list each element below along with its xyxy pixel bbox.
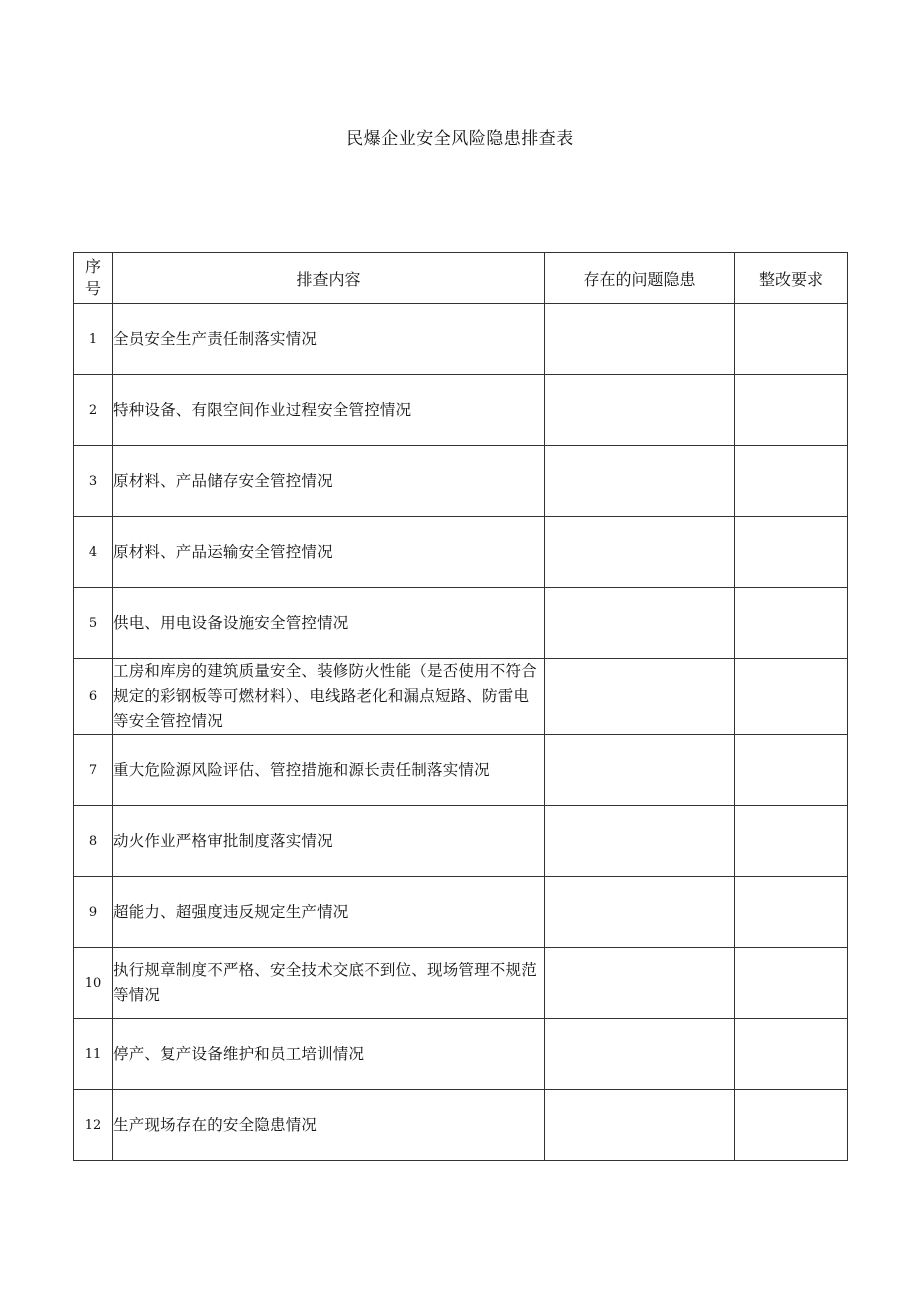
row-content: 超能力、超强度违反规定生产情况 (113, 877, 545, 948)
row-requirements-cell[interactable] (735, 1090, 848, 1161)
row-issues-cell[interactable] (545, 735, 735, 806)
row-requirements-cell[interactable] (735, 1019, 848, 1090)
row-requirements-cell[interactable] (735, 517, 848, 588)
row-issues-cell[interactable] (545, 588, 735, 659)
row-issues-cell[interactable] (545, 304, 735, 375)
row-seq: 4 (74, 517, 113, 588)
row-content: 生产现场存在的安全隐患情况 (113, 1090, 545, 1161)
document-title: 民爆企业安全风险隐患排查表 (346, 129, 574, 149)
row-issues-cell[interactable] (545, 806, 735, 877)
row-requirements-cell[interactable] (735, 948, 848, 1019)
row-requirements-cell[interactable] (735, 735, 848, 806)
row-requirements-cell[interactable] (735, 659, 848, 735)
row-content: 动火作业严格审批制度落实情况 (113, 806, 545, 877)
table-row (74, 375, 848, 446)
inspection-table (73, 252, 848, 1161)
row-issues-cell[interactable] (545, 877, 735, 948)
table-row (74, 1019, 848, 1090)
row-content: 原材料、产品运输安全管控情况 (113, 517, 545, 588)
table-row (74, 735, 848, 806)
row-content: 执行规章制度不严格、安全技术交底不到位、现场管理不规范等情况 (113, 948, 545, 1019)
header-issues: 存在的问题隐患 (545, 253, 735, 304)
header-requirements: 整改要求 (735, 253, 848, 304)
row-issues-cell[interactable] (545, 517, 735, 588)
header-seq-line1: 序 (84, 257, 101, 276)
table-row (74, 588, 848, 659)
header-seq (74, 253, 113, 304)
table-row (74, 517, 848, 588)
row-issues-cell[interactable] (545, 1090, 735, 1161)
row-seq: 2 (74, 375, 113, 446)
row-content: 特种设备、有限空间作业过程安全管控情况 (113, 375, 545, 446)
row-issues-cell[interactable] (545, 948, 735, 1019)
row-content: 原材料、产品储存安全管控情况 (113, 446, 545, 517)
row-requirements-cell[interactable] (735, 375, 848, 446)
table-row (74, 446, 848, 517)
table-row (74, 304, 848, 375)
table-row (74, 877, 848, 948)
row-issues-cell[interactable] (545, 446, 735, 517)
row-requirements-cell[interactable] (735, 588, 848, 659)
row-content: 供电、用电设备设施安全管控情况 (113, 588, 545, 659)
row-requirements-cell[interactable] (735, 806, 848, 877)
row-seq: 5 (74, 588, 113, 659)
row-seq: 8 (74, 806, 113, 877)
row-issues-cell[interactable] (545, 1019, 735, 1090)
row-seq: 7 (74, 735, 113, 806)
row-seq: 10 (74, 948, 113, 1019)
row-seq: 6 (74, 659, 113, 735)
row-seq: 1 (74, 304, 113, 375)
table-row (74, 659, 848, 735)
row-issues-cell[interactable] (545, 659, 735, 735)
row-content: 全员安全生产责任制落实情况 (113, 304, 545, 375)
row-content: 停产、复产设备维护和员工培训情况 (113, 1019, 545, 1090)
header-content: 排查内容 (113, 253, 545, 304)
table-row (74, 1090, 848, 1161)
row-requirements-cell[interactable] (735, 877, 848, 948)
row-content: 重大危险源风险评估、管控措施和源长责任制落实情况 (113, 735, 545, 806)
row-requirements-cell[interactable] (735, 304, 848, 375)
table-header-row (74, 253, 848, 304)
row-requirements-cell[interactable] (735, 446, 848, 517)
row-content: 工房和库房的建筑质量安全、装修防火性能（是否使用不符合规定的彩钢板等可燃材料）、电线路老化和漏点短路、防雷电等安全管控情况 (113, 659, 545, 735)
row-seq: 12 (74, 1090, 113, 1161)
table-row (74, 948, 848, 1019)
row-seq: 11 (74, 1019, 113, 1090)
table-row (74, 806, 848, 877)
row-issues-cell[interactable] (545, 375, 735, 446)
row-seq: 9 (74, 877, 113, 948)
row-seq: 3 (74, 446, 113, 517)
header-seq-line2: 号 (84, 279, 101, 298)
